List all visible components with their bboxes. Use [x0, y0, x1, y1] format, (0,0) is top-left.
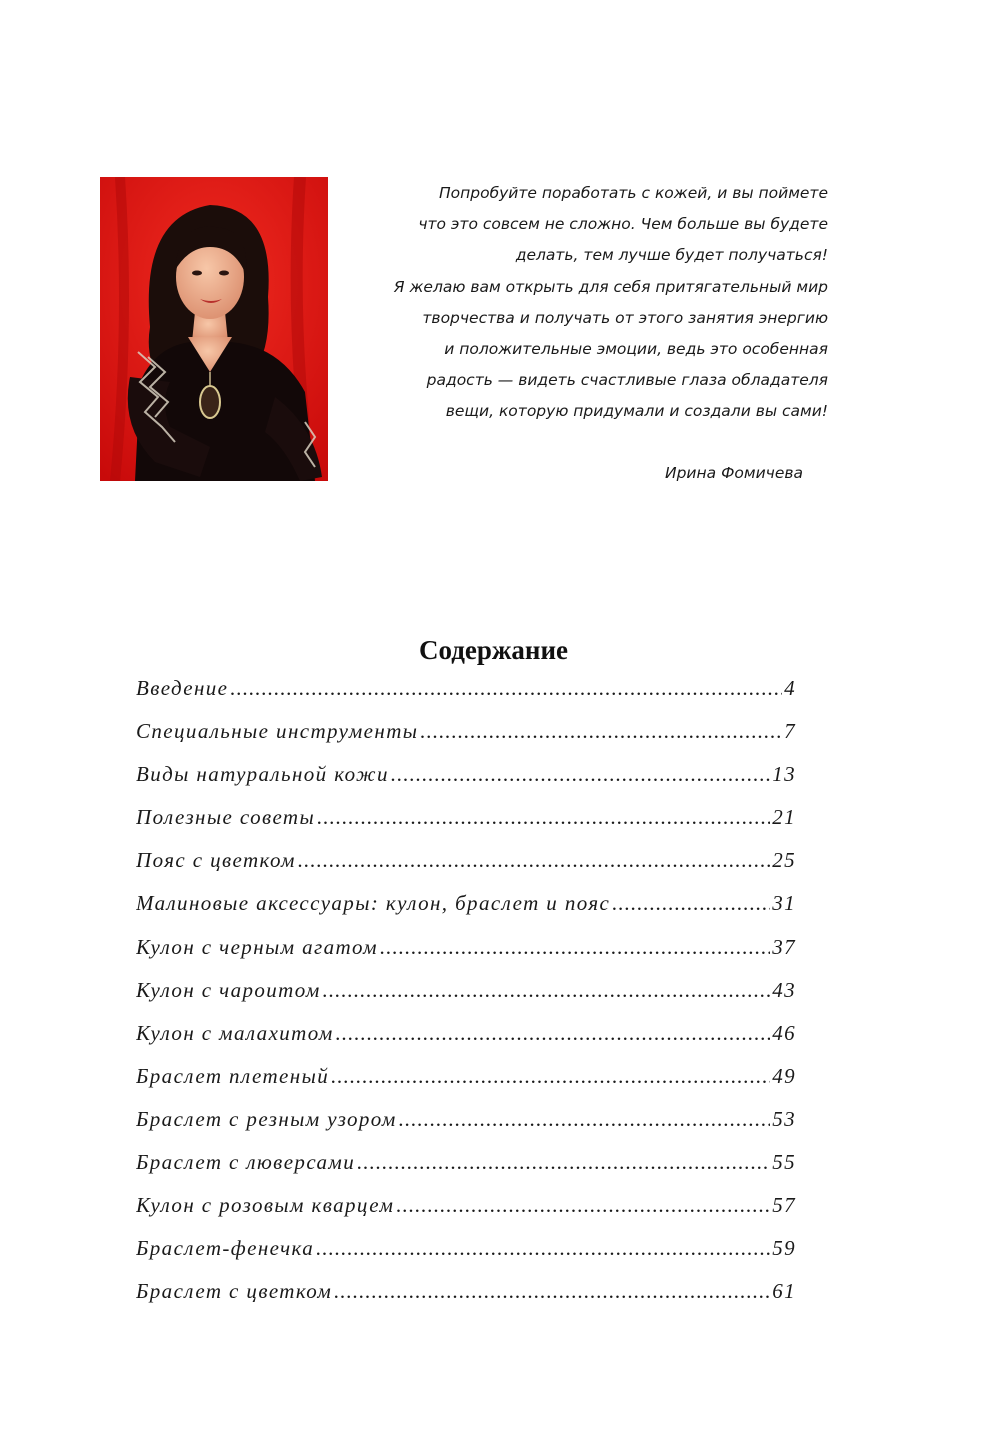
- toc-item-page: 43: [772, 977, 796, 1002]
- toc-item-page: 49: [772, 1063, 796, 1088]
- quote-line: что это совсем не сложно. Чем больше вы будете: [418, 215, 828, 234]
- toc-dot-leader: [336, 1021, 771, 1046]
- toc-item-label: Браслет с люверсами: [136, 1150, 356, 1175]
- toc-dot-leader: [316, 1236, 770, 1261]
- toc-item[interactable]: [136, 1107, 796, 1150]
- toc-item[interactable]: [136, 1193, 796, 1236]
- toc-dot-leader: [399, 1107, 770, 1132]
- toc-item[interactable]: [136, 676, 796, 719]
- toc-item-label: Специальные инструменты: [136, 719, 419, 744]
- toc-item-page: 25: [772, 848, 796, 873]
- quote-line: Я желаю вам открыть для себя притягательный мир: [393, 277, 828, 296]
- author-photo: [100, 177, 328, 481]
- toc-dot-leader: [396, 1193, 770, 1218]
- toc-dot-leader: [334, 1279, 770, 1304]
- toc-item[interactable]: [136, 1279, 796, 1322]
- toc-dot-leader: [380, 935, 770, 960]
- toc-item-page: 61: [772, 1279, 796, 1304]
- toc-item-label: Браслет-фенечка: [136, 1236, 315, 1261]
- toc-item[interactable]: [136, 719, 796, 762]
- toc-item-label: Браслет с цветком: [136, 1279, 333, 1304]
- toc-item-page: 37: [772, 934, 796, 959]
- toc-dot-leader: [317, 805, 770, 830]
- quote-author: Ирина Фомичева: [665, 464, 803, 482]
- toc-item[interactable]: [136, 1064, 796, 1107]
- toc-item-page: 46: [772, 1020, 796, 1045]
- toc-item-page: 59: [772, 1236, 796, 1261]
- toc-item[interactable]: [136, 848, 796, 891]
- quote-line: творчества и получать от этого занятия энергию: [422, 308, 828, 327]
- toc-item[interactable]: [136, 978, 796, 1021]
- toc-dot-leader: [331, 1064, 770, 1089]
- toc-dot-leader: [230, 676, 782, 701]
- toc-item-label: Кулон с малахитом: [136, 1020, 334, 1045]
- toc-item-label: Кулон с черным агатом: [136, 934, 378, 959]
- toc-item[interactable]: [136, 1021, 796, 1064]
- toc-item-label: Полезные советы: [136, 805, 316, 830]
- toc-dot-leader: [612, 891, 770, 916]
- toc-item-label: Пояс с цветком: [136, 848, 296, 873]
- toc-item-page: 7: [784, 719, 796, 744]
- toc-item[interactable]: [136, 891, 796, 934]
- toc-item-label: Браслет плетеный: [136, 1063, 330, 1088]
- toc-dot-leader: [391, 762, 770, 787]
- author-quote: [340, 178, 828, 428]
- toc-item-label: Виды натуральной кожи: [136, 762, 389, 787]
- toc-dot-leader: [323, 978, 771, 1003]
- toc-item[interactable]: [136, 935, 796, 978]
- toc-item-page: 53: [772, 1106, 796, 1131]
- quote-line: и положительные эмоции, ведь это особенная: [444, 340, 828, 359]
- toc-item[interactable]: [136, 805, 796, 848]
- toc-item-label: Малиновые аксессуары: кулон, браслет и пояс: [136, 891, 611, 916]
- toc-item-label: Браслет с резным узором: [136, 1106, 397, 1131]
- toc-list: [136, 676, 796, 1322]
- toc-item-page: 4: [784, 676, 796, 700]
- toc-item-page: 21: [772, 805, 796, 830]
- toc-item[interactable]: [136, 1236, 796, 1279]
- toc-item-label: Кулон с розовым кварцем: [136, 1193, 395, 1218]
- quote-line: радость — видеть счастливые глаза обладателя: [426, 371, 828, 390]
- quote-line: Попробуйте поработать с кожей, и вы поймете: [438, 184, 828, 202]
- toc-item[interactable]: [136, 762, 796, 805]
- toc-item-page: 57: [772, 1193, 796, 1218]
- toc-dot-leader: [298, 848, 770, 873]
- toc-item[interactable]: [136, 1150, 796, 1193]
- quote-line: делать, тем лучше будет получаться!: [515, 246, 828, 265]
- quote-line: вещи, которую придумали и создали вы сами!: [445, 402, 828, 421]
- toc-item-page: 31: [772, 891, 796, 916]
- toc-item-label: Кулон с чароитом: [136, 977, 321, 1002]
- toc-item-page: 13: [772, 762, 796, 787]
- toc-title: Содержание: [418, 635, 569, 665]
- toc-dot-leader: [357, 1150, 770, 1175]
- toc-item-label: Введение: [136, 676, 229, 700]
- toc-item-page: 55: [772, 1150, 796, 1175]
- toc-dot-leader: [420, 719, 782, 744]
